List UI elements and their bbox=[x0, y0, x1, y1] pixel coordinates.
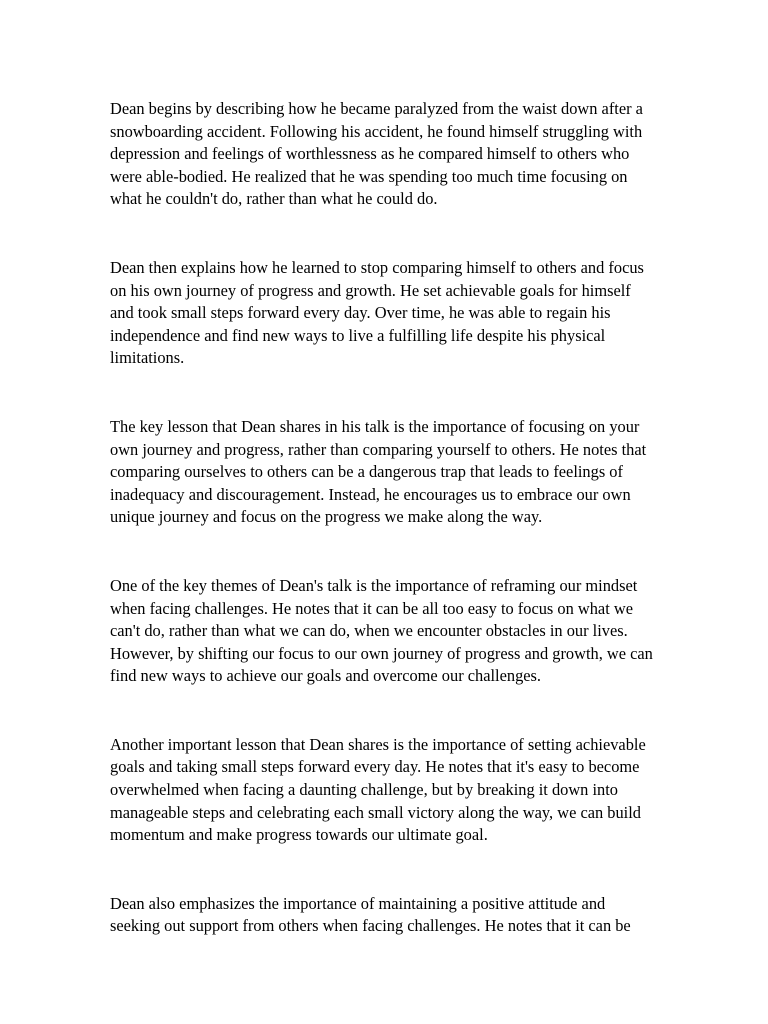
text-line: Dean then explains how he learned to stop comparing himself to others and focus bbox=[110, 257, 644, 277]
text-line: on his own journey of progress and growth. He set achievable goals for himself bbox=[110, 280, 631, 300]
document-body bbox=[110, 98, 710, 984]
paragraph-2 bbox=[110, 257, 710, 370]
text-line: The key lesson that Dean shares in his talk is the importance of focusing on your bbox=[110, 416, 640, 436]
text-line: and took small steps forward every day. Over time, he was able to regain his bbox=[110, 303, 611, 323]
text-line: what he couldn't do, rather than what he could do. bbox=[110, 189, 438, 209]
text-line: unique journey and focus on the progress we make along the way. bbox=[110, 507, 543, 527]
text-line: seeking out support from others when facing challenges. He notes that it can be bbox=[110, 916, 631, 936]
text-line: manageable steps and celebrating each small victory along the way, we can build bbox=[110, 802, 641, 822]
paragraph-4 bbox=[110, 575, 710, 688]
text-line: However, by shifting our focus to our own journey of progress and growth, we can bbox=[110, 643, 653, 663]
text-line: own journey and progress, rather than comparing yourself to others. He notes that bbox=[110, 439, 647, 459]
text-line: Dean begins by describing how he became paralyzed from the waist down after a bbox=[110, 99, 643, 118]
text-line: momentum and make progress towards our ultimate goal. bbox=[110, 825, 488, 845]
text-line: can't do, rather than what we can do, when we encounter obstacles in our lives. bbox=[110, 621, 628, 641]
text-line: depression and feelings of worthlessness as he compared himself to others who bbox=[110, 144, 630, 164]
text-line: were able-bodied. He realized that he was spending too much time focusing on bbox=[110, 166, 628, 186]
text-line: find new ways to achieve our goals and overcome our challenges. bbox=[110, 666, 542, 686]
text-line: comparing ourselves to others can be a dangerous trap that leads to feelings of bbox=[110, 462, 623, 482]
text-line: overwhelmed when facing a daunting challenge, but by breaking it down into bbox=[110, 780, 618, 800]
text-line: Another important lesson that Dean shares is the importance of setting achievable bbox=[110, 734, 646, 754]
text-line: One of the key themes of Dean's talk is the importance of reframing our mindset bbox=[110, 575, 638, 595]
text-line: limitations. bbox=[110, 348, 185, 368]
paragraph-6 bbox=[110, 893, 710, 938]
paragraph-5 bbox=[110, 734, 710, 847]
text-line: independence and find new ways to live a fulfilling life despite his physical bbox=[110, 325, 606, 345]
paragraph-3 bbox=[110, 416, 710, 529]
text-line: when facing challenges. He notes that it can be all too easy to focus on what we bbox=[110, 598, 633, 618]
paragraph-1 bbox=[110, 98, 710, 211]
text-line: inadequacy and discouragement. Instead, he encourages us to embrace our own bbox=[110, 484, 631, 504]
text-line: snowboarding accident. Following his accident, he found himself struggling with bbox=[110, 121, 643, 141]
text-line: goals and taking small steps forward every day. He notes that it's easy to become bbox=[110, 757, 640, 777]
text-line: Dean also emphasizes the importance of maintaining a positive attitude and bbox=[110, 893, 606, 913]
